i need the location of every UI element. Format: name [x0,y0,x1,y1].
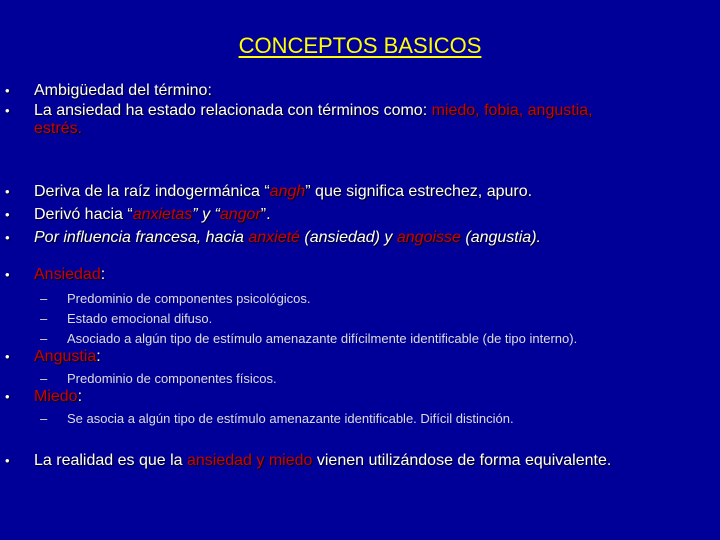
bullet-text [34,183,694,201]
bullet-text [34,229,694,247]
highlight-angoisse: angoisse [396,229,461,246]
text-segment: vienen utilizándose de forma equivalente. [312,452,612,469]
text-segment: La ansiedad ha estado relacionada con términos como: [34,102,432,119]
bullet-text [34,388,694,406]
bullet-text [34,266,694,284]
sub-text: Estado emocional difuso. [67,311,213,326]
text-segment: : [96,348,101,365]
bullet-text [34,102,694,120]
dash-marker: – [40,411,48,426]
text-segment: : [100,266,106,283]
bullet-text: Ambigüedad del término: [34,82,212,99]
bullet-marker: • [5,83,10,98]
highlight-angor: angor [219,206,261,223]
bullet-text [34,206,694,224]
highlight-anxiete: anxieté [248,229,300,246]
bullet-marker: • [5,230,10,245]
text-segment: Por influencia francesa, hacia [34,229,249,246]
text-segment: ” y “ [192,206,220,223]
dash-marker: – [40,371,48,386]
bullet-text [34,452,694,470]
text-segment: ”. [260,206,271,223]
highlight-terms-line2: estrés. [34,120,83,137]
text-segment: Derivó hacia “ [34,206,133,223]
text-segment: La realidad es que la [34,452,187,469]
sub-text: Predominio de componentes psicológicos. [67,291,311,306]
dash-marker: – [40,331,48,346]
text-segment: (ansiedad) y [299,229,397,246]
text-segment: Deriva de la raíz indogermánica “ [34,183,270,200]
bullet-marker: • [5,349,10,364]
highlight-anxietas: anxietas [132,206,193,223]
sub-text: Se asocia a algún tipo de estímulo amenazante identificable. Difícil distinción. [67,411,514,426]
dash-marker: – [40,291,48,306]
dash-marker: – [40,311,48,326]
text-segment: ” que significa estrechez, apuro. [305,183,533,200]
bullet-marker: • [5,267,10,282]
bullet-marker: • [5,389,10,404]
bullet-marker: • [5,184,10,199]
highlight-terms: ansiedad y miedo [187,452,313,469]
highlight-angh: angh [269,183,306,200]
sub-text: Predominio de componentes físicos. [67,371,277,386]
term-label-miedo: Miedo [34,388,78,405]
bullet-marker: • [5,207,10,222]
bullet-marker: • [5,103,10,118]
sub-text: Asociado a algún tipo de estímulo amenazante difícilmente identificable (de tipo interno). [67,331,578,346]
text-segment: (angustia). [460,229,541,246]
text-segment: : [77,388,83,405]
term-label-ansiedad: Ansiedad [34,266,101,283]
term-label-angustia: Angustia [34,348,97,365]
slide-title: CONCEPTOS BASICOS [238,33,482,58]
bullet-text [34,348,694,366]
highlight-terms: miedo, fobia, angustia, [431,102,593,119]
bullet-marker: • [5,453,10,468]
